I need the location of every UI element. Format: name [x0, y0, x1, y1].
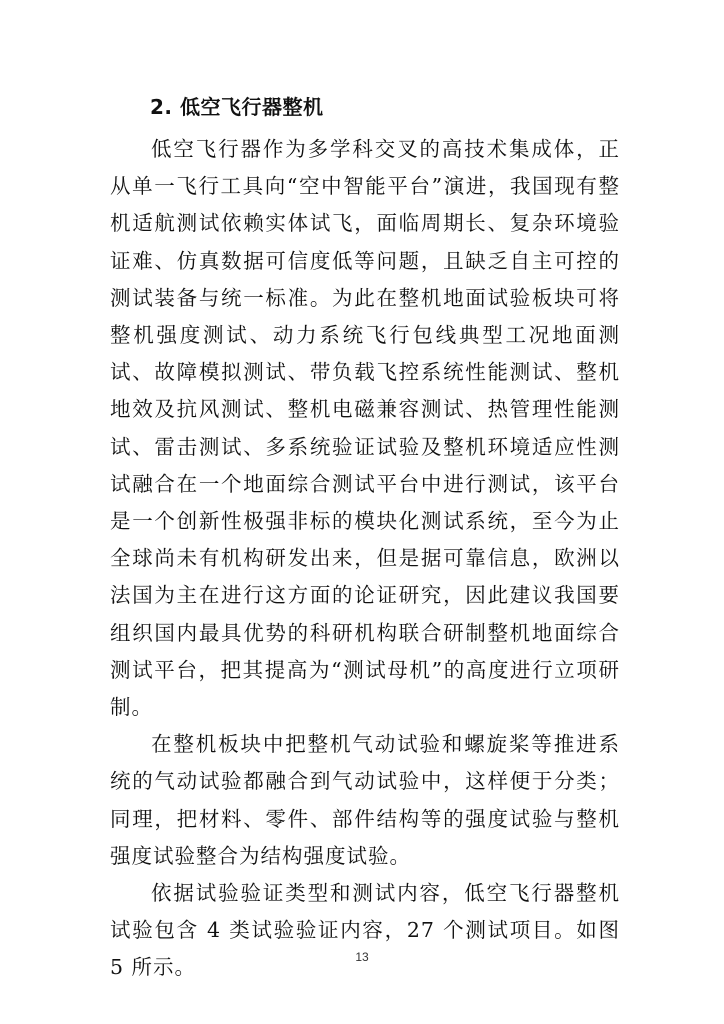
page-number: 13 — [355, 950, 369, 964]
section-heading: 2. 低空飞行器整机 — [150, 95, 324, 119]
paragraph-1: 低空飞行器作为多学科交叉的高技术集成体，正从单一飞行工具向“空中智能平台”演进，我国现有整机适航测试依赖实体试飞，面临周期长、复杂环境验证难、仿真数据可信度低等问题，且缺乏自主可控的测试装备与统一标准。为此在整机地面试验板块可将整机强度测试、动力系统飞行包线典型工况地面测试、故障模拟测试、带负载飞控系统性能测试、整机地效及抗风测试、整机电磁兼容测试、热管理性能测试、雷击测试、多系统验证试验及整机环境适应性测试融合在一个地面综合测试平台中进行测试，该平台是一个创新性极强非标的模块化测试系统，至今为止全球尚未有机构研发出来，但是据可靠信息，欧洲以法国为主在进行这方面的论证研究，因此建议我国要组织国内最具优势的科研机构联合研制整机地面综合测试平台，把其提高为“测试母机”的高度进行立项研制。 — [110, 137, 620, 720]
paragraph-2: 在整机板块中把整机气动试验和螺旋桨等推进系统的气动试验都融合到气动试验中，这样便于分类；同理，把材料、零件、部件结构等的强度试验与整机强度试验整合为结构强度试验。 — [110, 732, 620, 868]
paragraph-3: 依据试验验证类型和测试内容，低空飞行器整机试验包含 4 类试验验证内容，27 个测试项目。如图 5 所示。 — [110, 881, 620, 980]
page-content — [110, 92, 620, 987]
